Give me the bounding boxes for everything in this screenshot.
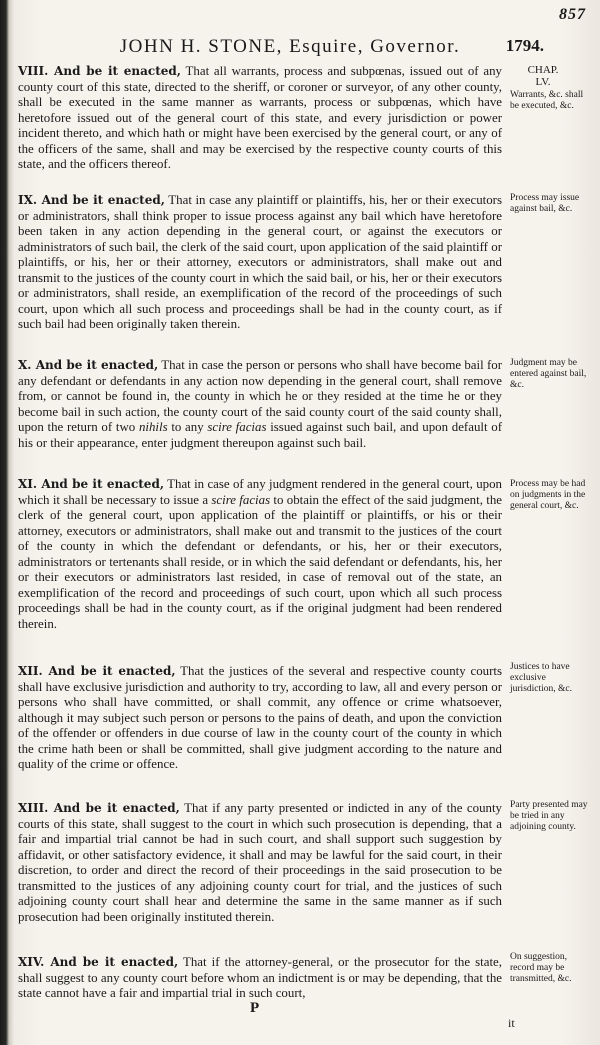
margin-note-10: Judgment may be entered against bail, &c. <box>510 358 587 390</box>
section-text: issued against such bail, and upon default of his or their appearance, enter judgment thereupon against such bail. <box>18 420 502 450</box>
section-text: to any <box>171 420 204 434</box>
section-text: That if the attorney-general, or the prosecutor for the state, shall suggest to any county court before whom an indictment is or may be depending, that the state cannot have a fair and impartial trial in such court, <box>18 955 503 1000</box>
section-lead: XI. And be it enacted, <box>18 477 165 491</box>
section-9 <box>18 193 502 333</box>
section-14 <box>18 955 502 1002</box>
section-13 <box>18 801 502 925</box>
margin-note-9: Process may issue against bail, &c. <box>510 193 580 214</box>
section-lead: X. And be it enacted, <box>18 358 159 372</box>
section-italic: scire facias <box>211 492 271 507</box>
signature-mark: P <box>250 1000 260 1016</box>
margin-note-11: Process may be had on judgments in the general court, &c. <box>510 479 586 511</box>
section-text: That the justices of the several and respective county courts shall have exclusive jurisdiction and authority to try, according to law, all and every person or persons who shall have committed, or shall commit, any offence or crime whatsoever, although it may subject such person or persons to the pains of death, and upon the conviction of the offender or offenders in due course of law in the county court of the county in which the crime hath been or shall be committed, shall give judgment according to the nature and quality of the crime or offence. <box>18 664 502 771</box>
header-title: JOHN H. STONE, Esquire, Governor. <box>119 36 461 57</box>
section-italic: nihils <box>138 420 168 434</box>
section-text: That all warrants, process and subpœnas, issued out of any county court of this state, directed to the sheriff, or coroner or surveyor, of any other county, shall be executed in the same manner as warrants, process or subpœnas, which have heretofore issued out of the general court of this state, and every jurisdiction or power incident thereto, and which hath or might have been exercised by the general court, or any of the officers of the same, shall and may be exercised by the respective county courts of this state, and the officers thereof. <box>18 64 502 171</box>
section-lead: XIV. And be it enacted, <box>18 955 179 969</box>
section-lead: IX. And be it enacted, <box>18 193 165 207</box>
margin-note-13: Party presented may be tried in any adjoining county. <box>510 800 588 832</box>
margin-note-14: On suggestion, record may be transmitted, &c. <box>510 952 572 984</box>
catchword: it <box>508 1016 515 1030</box>
page-header <box>40 36 540 58</box>
margin-note-12: Justices to have exclusive jurisdiction, &c. <box>510 662 573 694</box>
section-11 <box>18 477 502 632</box>
section-10 <box>18 358 502 451</box>
section-lead: XIII. And be it enacted, <box>18 801 180 815</box>
section-lead: VIII. And be it enacted, <box>18 64 181 78</box>
section-italic: scire facias <box>207 420 267 434</box>
chapter-label <box>508 64 578 88</box>
section-lead: XII. And be it enacted, <box>18 664 176 678</box>
section-text: That if any party presented or indicted in any of the county courts of this state, shall suggest to the court in which such prosecution is depending, that a fair and impartial trial cannot be had in such court, and shall support such suggestion by affidavit, or other satisfactory evidence, it shall and may be lawful for the said court, in their discretion, to order and direct the record of their proceedings in the said prosecution to be transmitted to the justices of any adjoining county court for trial, and the justices of such adjoining county court shall hear and determine the same in the same manner as if such prosecution had been originally instituted therein. <box>18 801 502 924</box>
chapter-label-text: CHAP. <box>527 64 559 76</box>
section-text: to obtain the effect of the said judgment, the clerk of the general court, upon application of the plaintiff or plaintiffs, or his or their attorney, executors or administrators, shall make out and transmit to the justices of the court of the county in which the defendant or defendants, or his, her or their executors, administrators or tertenants shall reside, or in which the said defendant or defendants, his, her or their executors or administrators last resided, in case of removal out of the state, an exemplification of the record and proceedings of such court, upon which all such process proceedings shall be had in the county court, as if the original judgment had been rendered therein. <box>18 492 502 631</box>
section-text: That in case the person or persons who shall have become bail for any defendant or defendants in any action now depending in the general court, shall remove from, or cannot be found in, the county in which he or they resided at the time he or they become bail in such action, the county court of the said county court of the said county shall, upon the return of two <box>18 358 502 434</box>
section-8 <box>18 64 502 173</box>
chapter-number: LV. <box>535 76 551 88</box>
section-text: That in case any plaintiff or plaintiffs, his, her or their executors or administrators, shall think proper to issue process against any bail which have heretofore been taken in any action depending in the general court, or against the executors or administrators of such bail, the clerk of the said court, upon application of the said plaintiff or plaintiffs, or his, her or their attorney, executors or administrators, shall make out and transmit to the justices of the county court in which the said bail, or his, her or their executors or administrators, shall reside, an exemplification of the record of the proceedings of such court, upon which all such process and proceedings shall be had in the county court, as if such bail had been originally taken therein. <box>18 193 502 331</box>
section-text: That in case of any judgment rendered in the general court, upon which it shall be necessary to issue a <box>18 477 502 507</box>
page-number: 857 <box>559 6 586 23</box>
header-year: 1794. <box>505 36 544 55</box>
section-12 <box>18 664 502 773</box>
margin-note-8: Warrants, &c. shall be executed, &c. <box>510 90 584 111</box>
